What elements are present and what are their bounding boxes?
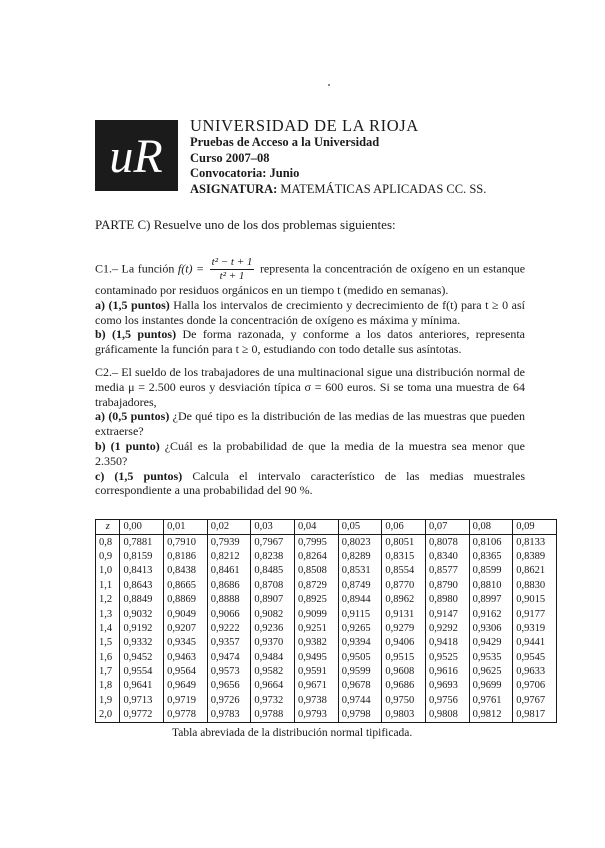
z-value-cell: 1,8 <box>96 679 120 693</box>
table-header-cell: 0,02 <box>207 520 251 535</box>
probability-cell: 0,9429 <box>469 636 513 650</box>
c2-c-text: Calcula el intervalo característico de las medias muestrales correspondiente a una probabilidad del 90 %. <box>95 468 525 498</box>
table-header-cell: 0,01 <box>164 520 208 535</box>
problem-c1 <box>95 256 525 357</box>
probability-cell: 0,8686 <box>207 579 251 593</box>
probability-cell: 0,9761 <box>469 694 513 708</box>
probability-cell: 0,8790 <box>425 579 469 593</box>
header-line-1: Pruebas de Acceso a la Universidad <box>190 135 380 149</box>
header-line-2: Curso 2007–08 <box>190 150 270 165</box>
table-header-cell: 0,06 <box>382 520 426 535</box>
table-header-cell: 0,03 <box>251 520 295 535</box>
z-value-cell: 1,1 <box>96 579 120 593</box>
probability-cell: 0,8106 <box>469 535 513 550</box>
probability-cell: 0,9370 <box>251 636 295 650</box>
probability-cell: 0,9463 <box>164 651 208 665</box>
c1-fraction <box>210 256 255 283</box>
c2-part-b <box>95 439 525 469</box>
c2-a-text: ¿De qué tipo es la distribución de las medias de las muestras que pueden extraerse? <box>95 409 526 439</box>
table-row <box>96 535 557 550</box>
probability-cell: 0,9015 <box>513 593 557 607</box>
probability-cell: 0,9582 <box>251 665 295 679</box>
probability-cell: 0,8643 <box>120 579 164 593</box>
probability-cell: 0,9793 <box>295 708 339 723</box>
probability-cell: 0,9222 <box>207 622 251 636</box>
table-caption: Tabla abreviada de la distribución normal tipificada. <box>172 727 413 739</box>
c1-b-text: De forma razonada, y conforme a los datos anteriores, representa gráficamente la función para t ≥ 0, estudiando con todo detalle sus asíntotas. <box>95 327 525 357</box>
c2-statement <box>95 365 525 409</box>
probability-cell: 0,9441 <box>513 636 557 650</box>
probability-cell: 0,9147 <box>425 607 469 621</box>
probability-cell: 0,9115 <box>338 607 382 621</box>
probability-cell: 0,9608 <box>382 665 426 679</box>
c2-label: C2.– <box>95 365 119 379</box>
probability-cell: 0,8962 <box>382 593 426 607</box>
probability-cell: 0,8770 <box>382 579 426 593</box>
table-row <box>96 593 557 607</box>
probability-cell: 0,9236 <box>251 622 295 636</box>
probability-cell: 0,8264 <box>295 550 339 564</box>
c2-part-c <box>95 469 525 499</box>
probability-cell: 0,8023 <box>338 535 382 550</box>
z-value-cell: 1,9 <box>96 694 120 708</box>
probability-cell: 0,9099 <box>295 607 339 621</box>
probability-cell: 0,8340 <box>425 550 469 564</box>
probability-cell: 0,9545 <box>513 651 557 665</box>
table-row <box>96 636 557 650</box>
table-row <box>96 708 557 723</box>
z-value-cell: 1,7 <box>96 665 120 679</box>
table-header-cell: 0,08 <box>469 520 513 535</box>
table-header-cell: 0,07 <box>425 520 469 535</box>
probability-cell: 0,7967 <box>251 535 295 550</box>
probability-cell: 0,9686 <box>382 679 426 693</box>
probability-cell: 0,8729 <box>295 579 339 593</box>
probability-cell: 0,9772 <box>120 708 164 723</box>
probability-cell: 0,9693 <box>425 679 469 693</box>
c2-a-label: a) (0,5 puntos) <box>95 409 170 424</box>
c1-statement <box>95 256 525 298</box>
probability-cell: 0,7881 <box>120 535 164 550</box>
probability-cell: 0,9713 <box>120 694 164 708</box>
probability-cell: 0,9641 <box>120 679 164 693</box>
c1-numerator: t² − t + 1 <box>211 256 253 268</box>
probability-cell: 0,8438 <box>164 564 208 578</box>
table-row <box>96 550 557 564</box>
probability-cell: 0,8888 <box>207 593 251 607</box>
probability-cell: 0,9474 <box>207 651 251 665</box>
probability-cell: 0,9808 <box>425 708 469 723</box>
probability-cell: 0,9082 <box>251 607 295 621</box>
probability-cell: 0,9192 <box>120 622 164 636</box>
probability-cell: 0,7939 <box>207 535 251 550</box>
probability-cell: 0,9177 <box>513 607 557 621</box>
probability-cell: 0,9656 <box>207 679 251 693</box>
probability-cell: 0,9535 <box>469 651 513 665</box>
c1-part-b <box>95 327 525 357</box>
probability-cell: 0,9633 <box>513 665 557 679</box>
probability-cell: 0,9345 <box>164 636 208 650</box>
probability-cell: 0,8944 <box>338 593 382 607</box>
probability-cell: 0,9738 <box>295 694 339 708</box>
probability-cell: 0,8461 <box>207 564 251 578</box>
probability-cell: 0,8078 <box>425 535 469 550</box>
probability-cell: 0,9505 <box>338 651 382 665</box>
z-value-cell: 1,4 <box>96 622 120 636</box>
exam-header <box>190 116 486 197</box>
probability-cell: 0,9306 <box>469 622 513 636</box>
probability-cell: 0,9515 <box>382 651 426 665</box>
probability-cell: 0,9756 <box>425 694 469 708</box>
probability-cell: 0,8186 <box>164 550 208 564</box>
probability-cell: 0,8577 <box>425 564 469 578</box>
c2-c-label: c) (1,5 puntos) <box>95 468 183 483</box>
probability-cell: 0,9418 <box>425 636 469 650</box>
probability-cell: 0,9484 <box>251 651 295 665</box>
probability-cell: 0,9573 <box>207 665 251 679</box>
probability-cell: 0,9382 <box>295 636 339 650</box>
probability-cell: 0,9726 <box>207 694 251 708</box>
probability-cell: 0,8133 <box>513 535 557 550</box>
z-value-cell: 0,8 <box>96 535 120 550</box>
probability-cell: 0,9525 <box>425 651 469 665</box>
z-value-cell: 1,5 <box>96 636 120 650</box>
table-header-cell: 0,00 <box>120 520 164 535</box>
probability-cell: 0,9357 <box>207 636 251 650</box>
probability-cell: 0,9406 <box>382 636 426 650</box>
probability-cell: 0,8531 <box>338 564 382 578</box>
probability-cell: 0,9616 <box>425 665 469 679</box>
table-row <box>96 679 557 693</box>
z-value-cell: 0,9 <box>96 550 120 564</box>
c1-b-label: b) (1,5 puntos) <box>95 327 177 342</box>
probability-cell: 0,9554 <box>120 665 164 679</box>
probability-cell: 0,9783 <box>207 708 251 723</box>
logo-letters: uR <box>109 130 163 183</box>
probability-cell: 0,9719 <box>164 694 208 708</box>
probability-cell: 0,9564 <box>164 665 208 679</box>
university-logo <box>95 120 178 191</box>
probability-cell: 0,8869 <box>164 593 208 607</box>
c1-label: C1.– <box>95 261 119 276</box>
part-heading <box>95 217 396 233</box>
table-header-cell: 0,09 <box>513 520 557 535</box>
probability-cell: 0,9279 <box>382 622 426 636</box>
z-value-cell: 1,3 <box>96 607 120 621</box>
probability-cell: 0,8508 <box>295 564 339 578</box>
table-row <box>96 564 557 578</box>
c2-b-text: ¿Cuál es la probabilidad de que la media de la muestra sea menor que 2.350? <box>95 438 526 468</box>
probability-cell: 0,8980 <box>425 593 469 607</box>
z-value-cell: 1,6 <box>96 651 120 665</box>
table-row <box>96 607 557 621</box>
probability-cell: 0,8365 <box>469 550 513 564</box>
probability-cell: 0,8599 <box>469 564 513 578</box>
probability-cell: 0,9732 <box>251 694 295 708</box>
probability-cell: 0,9319 <box>513 622 557 636</box>
probability-cell: 0,9649 <box>164 679 208 693</box>
probability-cell: 0,9591 <box>295 665 339 679</box>
probability-cell: 0,8997 <box>469 593 513 607</box>
probability-cell: 0,9767 <box>513 694 557 708</box>
probability-cell: 0,9744 <box>338 694 382 708</box>
probability-cell: 0,9265 <box>338 622 382 636</box>
normal-distribution-table <box>95 519 557 723</box>
table-body <box>96 535 557 723</box>
probability-cell: 0,8810 <box>469 579 513 593</box>
table-row <box>96 622 557 636</box>
probability-cell: 0,8413 <box>120 564 164 578</box>
probability-cell: 0,9131 <box>382 607 426 621</box>
probability-cell: 0,8238 <box>251 550 295 564</box>
table-header-cell: z <box>96 520 120 535</box>
probability-cell: 0,9798 <box>338 708 382 723</box>
subject-value: MATEMÁTICAS APLICADAS CC. SS. <box>280 181 487 196</box>
c2-b-label: b) (1 punto) <box>95 438 160 453</box>
problem-c2 <box>95 365 525 498</box>
probability-cell: 0,8925 <box>295 593 339 607</box>
probability-cell: 0,9678 <box>338 679 382 693</box>
c1-after-formula: representa la concentración de oxígeno en un estanque contaminado por residuos orgánicos en un tiempo t (medido en semanas). <box>95 261 526 297</box>
probability-cell: 0,8849 <box>120 593 164 607</box>
part-label: PARTE C) <box>95 217 151 232</box>
c1-a-text: Halla los intervalos de crecimiento y decrecimiento de f(t) para t ≥ 0 así como los instantes donde la concentración de oxígeno es máxima y mínima. <box>95 297 525 327</box>
probability-cell: 0,8315 <box>382 550 426 564</box>
part-instruction: Resuelve uno de los dos problemas siguientes: <box>153 217 396 232</box>
scan-speck <box>328 84 330 86</box>
university-name: UNIVERSIDAD DE LA RIOJA <box>190 116 419 135</box>
probability-cell: 0,9625 <box>469 665 513 679</box>
probability-cell: 0,9778 <box>164 708 208 723</box>
probability-cell: 0,9812 <box>469 708 513 723</box>
table-row <box>96 665 557 679</box>
c1-part-a <box>95 298 525 328</box>
probability-cell: 0,9049 <box>164 607 208 621</box>
probability-cell: 0,8485 <box>251 564 295 578</box>
probability-cell: 0,9332 <box>120 636 164 650</box>
c1-denominator: t² + 1 <box>219 270 245 282</box>
subject-label: ASIGNATURA: <box>190 181 278 196</box>
probability-cell: 0,9032 <box>120 607 164 621</box>
probability-cell: 0,8212 <box>207 550 251 564</box>
probability-cell: 0,9599 <box>338 665 382 679</box>
z-value-cell: 1,2 <box>96 593 120 607</box>
probability-cell: 0,8749 <box>338 579 382 593</box>
probability-cell: 0,8665 <box>164 579 208 593</box>
table-row <box>96 579 557 593</box>
header-line-3: Convocatoria: Junio <box>190 166 300 180</box>
c1-a-label: a) (1,5 puntos) <box>95 297 170 312</box>
table-header-cell: 0,04 <box>295 520 339 535</box>
probability-cell: 0,9162 <box>469 607 513 621</box>
probability-cell: 0,9671 <box>295 679 339 693</box>
probability-cell: 0,9452 <box>120 651 164 665</box>
probability-cell: 0,8830 <box>513 579 557 593</box>
probability-cell: 0,9251 <box>295 622 339 636</box>
probability-cell: 0,9706 <box>513 679 557 693</box>
probability-cell: 0,9207 <box>164 622 208 636</box>
probability-cell: 0,9495 <box>295 651 339 665</box>
table-header-cell: 0,05 <box>338 520 382 535</box>
c2-part-a <box>95 409 525 439</box>
probability-cell: 0,9750 <box>382 694 426 708</box>
z-value-cell: 2,0 <box>96 708 120 723</box>
probability-cell: 0,7995 <box>295 535 339 550</box>
probability-cell: 0,9803 <box>382 708 426 723</box>
probability-cell: 0,7910 <box>164 535 208 550</box>
probability-cell: 0,8554 <box>382 564 426 578</box>
probability-cell: 0,9394 <box>338 636 382 650</box>
probability-cell: 0,8621 <box>513 564 557 578</box>
probability-cell: 0,8907 <box>251 593 295 607</box>
probability-cell: 0,9788 <box>251 708 295 723</box>
probability-cell: 0,9664 <box>251 679 295 693</box>
table-row <box>96 651 557 665</box>
probability-cell: 0,8708 <box>251 579 295 593</box>
z-value-cell: 1,0 <box>96 564 120 578</box>
c1-fx: f(t) = <box>177 261 205 276</box>
probability-cell: 0,9817 <box>513 708 557 723</box>
table-row <box>96 694 557 708</box>
probability-cell: 0,9699 <box>469 679 513 693</box>
c2-intro: El sueldo de los trabajadores de una multinacional sigue una distribución normal de media μ = 2.500 euros y desviación típica σ = 600 euros. Si se toma una muestra de 64 trabajadores, <box>95 365 526 409</box>
probability-cell: 0,9292 <box>425 622 469 636</box>
table-header-row <box>96 520 557 535</box>
probability-cell: 0,8389 <box>513 550 557 564</box>
probability-cell: 0,8051 <box>382 535 426 550</box>
probability-cell: 0,8289 <box>338 550 382 564</box>
probability-cell: 0,9066 <box>207 607 251 621</box>
probability-cell: 0,8159 <box>120 550 164 564</box>
c1-intro: La función <box>121 261 175 276</box>
